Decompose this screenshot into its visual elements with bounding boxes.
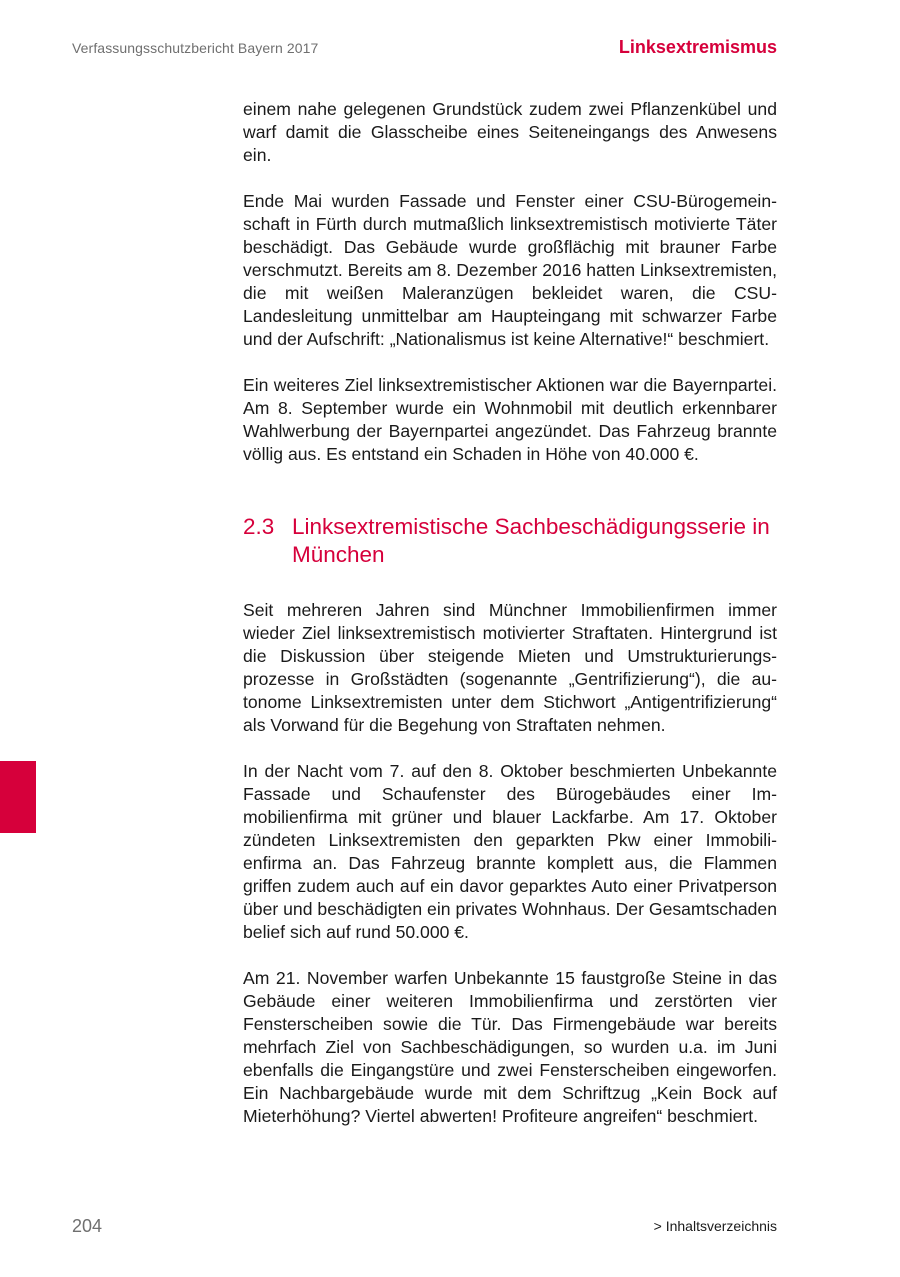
page-number: 204 <box>72 1216 103 1236</box>
page-body <box>243 98 777 1128</box>
chapter-marker-tab <box>0 761 36 833</box>
paragraph: Ein weiteres Ziel linksextremistischer Aktionen war die Bayernpartei. Am 8. September wurde ein Wohnmobil mit deutlich erkennbarer Wahlwerbung der Bayernpartei angezündet. Das Fahrzeug brannte völlig aus. Es entstand ein Schaden in Höhe von 40.000 €. <box>243 375 777 464</box>
paragraph: einem nahe gelegenen Grundstück zudem zwei Pflanzenkübel und warf damit die Glasscheibe eines Seiteneingangs des Anwesens ein. <box>243 99 777 165</box>
publication-title: Verfassungsschutzbericht Bayern 2017 <box>72 40 319 56</box>
paragraph: Seit mehreren Jahren sind Münchner Immobilienfirmen immer wieder Ziel linksextremistisch motivierter Straftaten. Hintergrund ist die Diskussion über steigende Mieten und Umstrukturierungsprozesse in Großstädten (sogenannte „Gentrifizierung“), die autonome Linksextremisten unter dem Stichwort „Antigentrifizierung“ als Vorwand für die Begehung von Straftaten nehmen. <box>243 600 777 735</box>
paragraph: Ende Mai wurden Fassade und Fenster einer CSU-Bürogemeinschaft in Fürth durch mutmaßlich linksextremistisch motivierte Täter beschädigt. Das Gebäude wurde großflächig mit brauner Farbe verschmutzt. Bereits am 8. Dezember 2016 hatten Linksextremisten, die mit weißen Maleranzügen bekleidet waren, die CSU-Landesleitung unmittelbar am Haupteingang mit schwarzer Farbe und der Aufschrift: „Nationalismus ist keine Alternative!“ beschmiert. <box>243 191 777 349</box>
paragraph: In der Nacht vom 7. auf den 8. Oktober beschmierten Unbekannte Fassade und Schaufenster des Bürogebäudes einer Immobilienfirma mit grüner und blauer Lackfarbe. Am 17. Oktober zündeten Linksextremisten den geparkten Pkw einer Immobilienfirma an. Das Fahrzeug brannte komplett aus, die Flammen griffen zudem auch auf ein davor geparktes Auto einer Privatperson über und beschädigten ein privates Wohnhaus. Der Gesamtschaden belief sich auf rund 50.000 €. <box>243 761 777 942</box>
section-number: 2.3 <box>243 514 275 539</box>
section-heading <box>243 513 777 569</box>
table-of-contents-link[interactable]: > Inhaltsverzeichnis <box>653 1218 777 1234</box>
chapter-title: Linksextremismus <box>618 37 777 57</box>
section-title: Linksextremistische Sachbeschädigungsserie in München <box>292 514 770 567</box>
paragraph: Am 21. November warfen Unbekannte 15 faustgroße Steine in das Gebäude einer weiteren Immobilienfirma und zerstörten vier Fensterscheiben sowie die Tür. Das Firmengebäude war bereits mehrfach Ziel von Sachbeschädigungen, so wurden u.a. im Juni ebenfalls die Eingangstüre und zwei Fensterscheiben eingeworfen. Ein Nachbargebäude wurde mit dem Schriftzug „Kein Bock auf Mieterhöhung? Viertel abwerten! Profiteure angreifen“ beschmiert. <box>243 968 777 1126</box>
